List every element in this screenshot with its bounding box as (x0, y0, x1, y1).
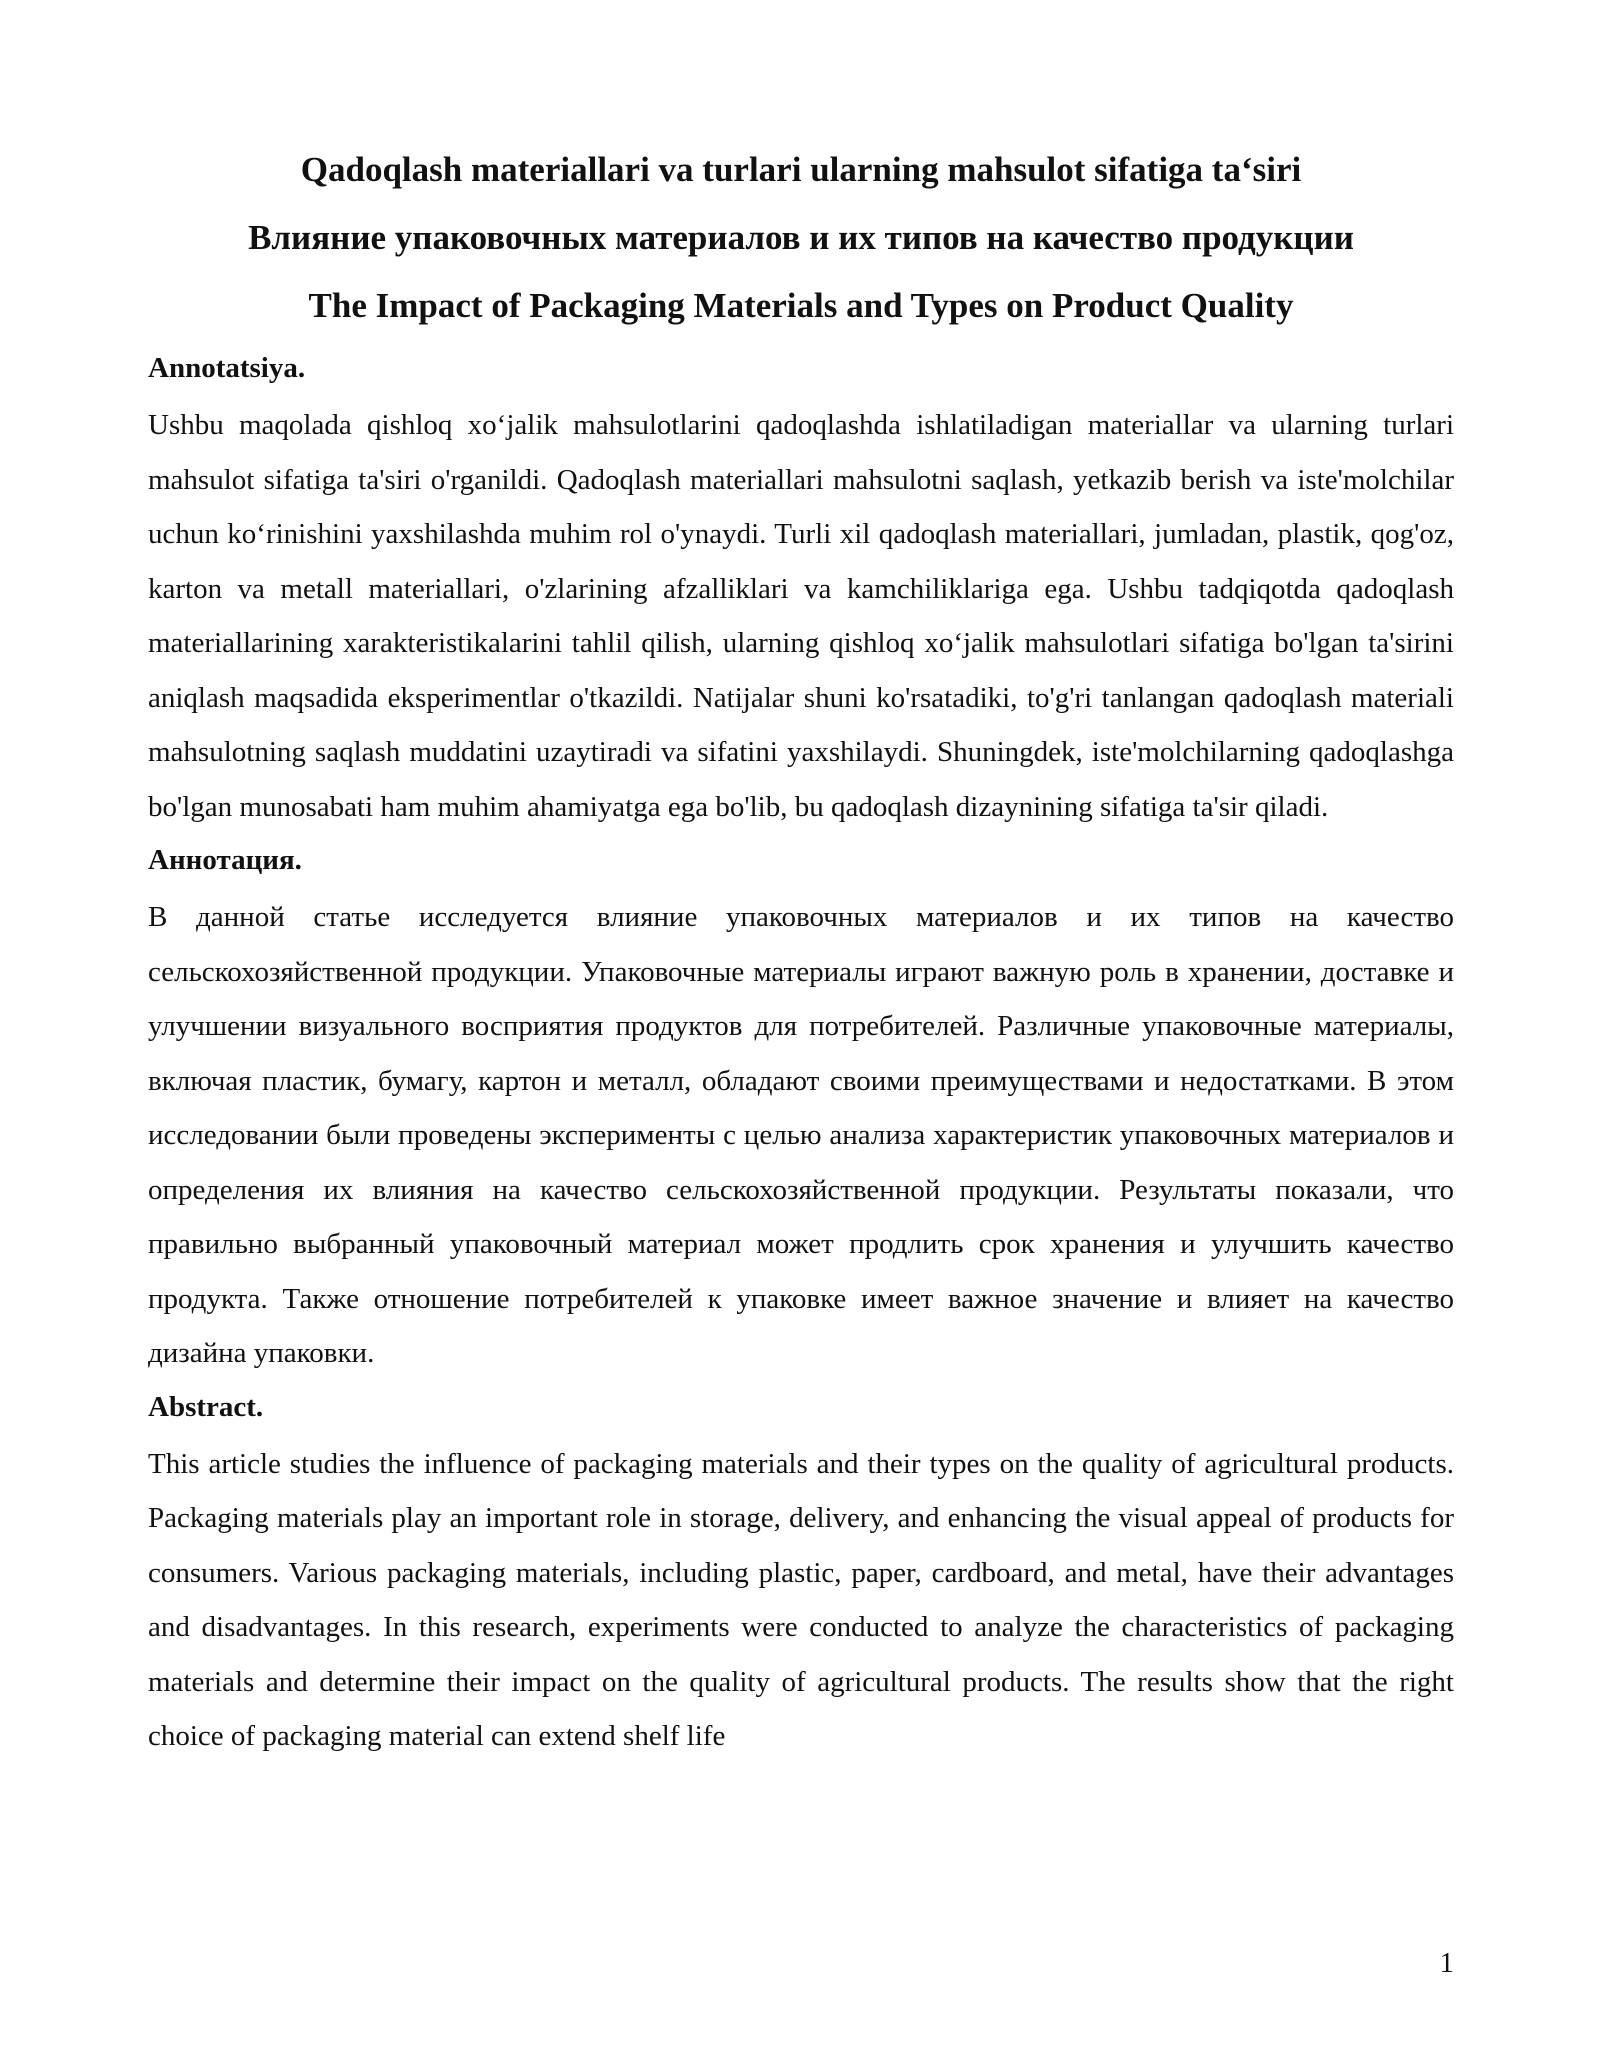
title-english: The Impact of Packaging Materials and Types on Product Quality (308, 286, 1294, 325)
abstract-text-english: This article studies the influence of packaging materials and their types on the quality of agricultural products. Packaging materials play an important role in storage, delivery, and enhancing the visual appeal of products for consumers. Various packaging materials, including plastic, paper, cardboard, and metal, have their advantages and disadvantages. In this research, experiments were conducted to analyze the characteristics of packaging materials and determine their impact on the quality of agricultural products. The results show that the right choice of packaging material can extend shelf life (148, 1447, 1454, 1752)
abstract-heading-uzbek: Annotatsiya. (148, 352, 306, 384)
abstract-heading-english: Abstract. (148, 1390, 264, 1423)
page-number: 1 (1439, 1947, 1454, 1979)
title-uzbek: Qadoqlash materiallari va turlari ularning mahsulot sifatiga ta‘siri (300, 150, 1302, 189)
title-russian: Влияние упаковочных материалов и их типов на качество продукции (248, 218, 1354, 257)
abstract-text-uzbek: Ushbu maqolada qishloq xo‘jalik mahsulotlarini qadoqlashda ishlatiladigan materiallar va ularning turlari mahsulot sifatiga ta'siri o'rganildi. Qadoqlash materiallari mahsulotni saqlash, yetkazib berish va iste'molchilar uchun ko‘rinishini yaxshilashda muhim rol o'ynaydi. Turli xil qadoqlash materiallari, jumladan, plastik, qog'oz, karton va metall materiallari, o'zlarining afzalliklari va kamchiliklariga ega. Ushbu tadqiqotda qadoqlash materiallarining xarakteristikalarini tahlil qilish, ularning qishloq xo‘jalik mahsulotlari sifatiga bo'lgan ta'sirini aniqlash maqsadida eksperimentlar o'tkazildi. Natijalar shuni ko'rsatadiki, to'g'ri tanlangan qadoqlash materiali mahsulotning saqlash muddatini uzaytiradi va sifatini yaxshilaydi. Shuningdek, iste'molchilarning qadoqlashga bo'lgan munosabati ham muhim ahamiyatga ega bo'lib, bu qadoqlash dizaynining sifatiga ta'sir qiladi. (148, 409, 1454, 823)
abstract-text-russian: В данной статье исследуется влияние упаковочных материалов и их типов на качество сельскохозяйственной продукции. Упаковочные материалы играют важную роль в хранении, доставке и улучшении визуального восприятия продуктов для потребителей. Различные упаковочные материалы, включая пластик, бумагу, картон и металл, обладают своими преимуществами и недостатками. В этом исследовании были проведены эксперименты с целью анализа характеристик упаковочных материалов и определения их влияния на качество сельскохозяйственной продукции. Результаты показали, что правильно выбранный упаковочный материал может продлить срок хранения и улучшить качество продукта. Также отношение потребителей к упаковке имеет важное значение и влияет на качество дизайна упаковки. (148, 901, 1454, 1369)
abstract-heading-russian: Аннотация. (148, 844, 302, 876)
